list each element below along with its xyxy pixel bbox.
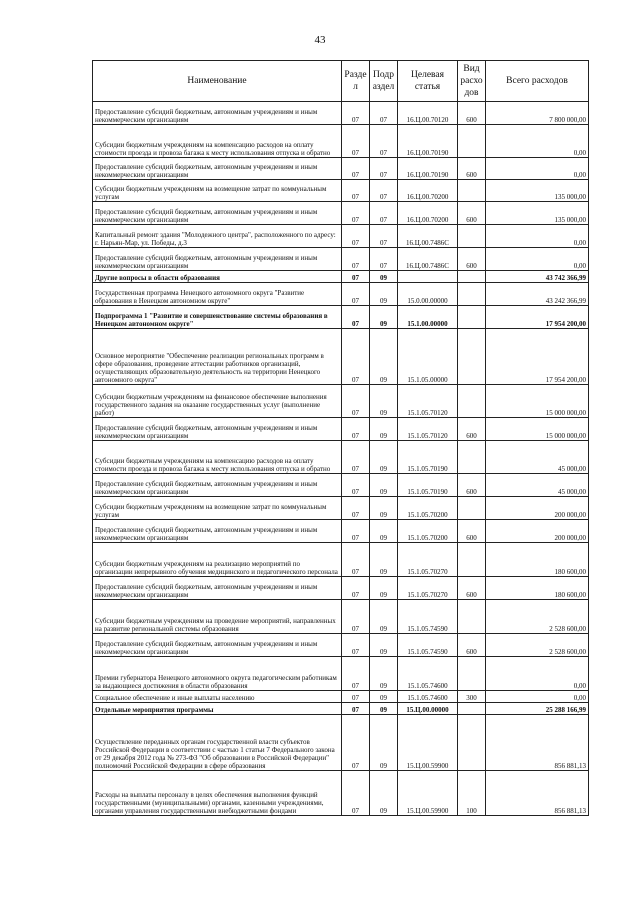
cell-target: 16.Ц.00.70120 — [398, 102, 458, 125]
cell-name: Субсидии бюджетным учреждениям на возмещение затрат по коммунальным услугам — [93, 497, 342, 520]
cell-subsection: 07 — [370, 225, 398, 248]
cell-target: 16.Ц.00.70190 — [398, 158, 458, 180]
cell-target: 15.1.05.74600 — [398, 691, 458, 703]
cell-total: 17 954 200,00 — [486, 306, 589, 329]
table-row — [93, 715, 589, 771]
cell-subsection: 07 — [370, 202, 398, 225]
cell-subsection: 07 — [370, 180, 398, 202]
cell-kind — [458, 125, 486, 158]
cell-name: Предоставление субсидий бюджетным, автономным учреждениям и иным некоммерческим организациям — [93, 520, 342, 543]
cell-kind — [458, 225, 486, 248]
cell-section: 07 — [342, 271, 370, 283]
cell-subsection: 09 — [370, 577, 398, 600]
cell-subsection: 09 — [370, 418, 398, 441]
cell-section: 07 — [342, 474, 370, 497]
cell-subsection: 09 — [370, 634, 398, 657]
cell-target: 15.Ц.00.00000 — [398, 703, 458, 715]
cell-target: 15.1.05.70270 — [398, 543, 458, 577]
cell-subsection: 09 — [370, 543, 398, 577]
table-header-row — [93, 61, 589, 102]
table-row — [93, 271, 589, 283]
cell-target: 15.1.05.70190 — [398, 441, 458, 474]
header-section: Разде л — [342, 61, 370, 102]
cell-total: 135 000,00 — [486, 180, 589, 202]
cell-name: Отдельные мероприятия программы — [93, 703, 342, 715]
cell-total: 856 881,13 — [486, 715, 589, 771]
cell-kind: 600 — [458, 202, 486, 225]
cell-kind: 600 — [458, 474, 486, 497]
cell-subsection: 09 — [370, 329, 398, 385]
budget-table — [92, 60, 589, 816]
table-row — [93, 771, 589, 816]
table-row — [93, 543, 589, 577]
cell-kind — [458, 600, 486, 634]
cell-name: Предоставление субсидий бюджетным, автономным учреждениям и иным некоммерческим организациям — [93, 418, 342, 441]
cell-section: 07 — [342, 102, 370, 125]
cell-subsection: 09 — [370, 283, 398, 306]
cell-subsection: 09 — [370, 385, 398, 418]
cell-total: 180 600,00 — [486, 577, 589, 600]
cell-name: Социальное обеспечение и иные выплаты населению — [93, 691, 342, 703]
cell-name: Субсидии бюджетным учреждениям на компенсацию расходов на оплату стоимости проезда и провоза багажа к месту использования отпуска и обратно — [93, 125, 342, 158]
table-row — [93, 418, 589, 441]
cell-name: Предоставление субсидий бюджетным, автономным учреждениям и иным некоммерческим организациям — [93, 474, 342, 497]
cell-subsection: 09 — [370, 715, 398, 771]
cell-total: 2 528 600,00 — [486, 600, 589, 634]
cell-name: Субсидии бюджетным учреждениям на проведение мероприятий, направленных на развитие региональной системы образования — [93, 600, 342, 634]
cell-subsection: 07 — [370, 248, 398, 271]
cell-name: Премии губернатора Ненецкого автономного округа педагогическим работникам за выдающиеся достижения в области образования — [93, 657, 342, 691]
cell-kind — [458, 283, 486, 306]
header-name: Наименование — [93, 61, 342, 102]
cell-total: 200 000,00 — [486, 497, 589, 520]
table-row — [93, 125, 589, 158]
cell-total: 135 000,00 — [486, 202, 589, 225]
cell-section: 07 — [342, 771, 370, 816]
cell-target: 15.1.00.00000 — [398, 306, 458, 329]
cell-subsection: 07 — [370, 102, 398, 125]
cell-kind: 600 — [458, 158, 486, 180]
table-row — [93, 158, 589, 180]
cell-target: 15.1.05.70120 — [398, 418, 458, 441]
cell-target: 16.Ц.00.7486С — [398, 248, 458, 271]
table-row — [93, 385, 589, 418]
table-row — [93, 577, 589, 600]
cell-subsection: 07 — [370, 125, 398, 158]
table-row — [93, 180, 589, 202]
cell-name: Предоставление субсидий бюджетным, автономным учреждениям и иным некоммерческим организациям — [93, 202, 342, 225]
cell-section: 07 — [342, 715, 370, 771]
cell-subsection: 09 — [370, 703, 398, 715]
cell-kind: 600 — [458, 577, 486, 600]
cell-section: 07 — [342, 385, 370, 418]
cell-target: 15.1.05.74600 — [398, 657, 458, 691]
cell-total: 43 242 366,99 — [486, 283, 589, 306]
cell-section: 07 — [342, 657, 370, 691]
cell-subsection: 09 — [370, 497, 398, 520]
table-row — [93, 657, 589, 691]
cell-total: 0,00 — [486, 225, 589, 248]
cell-section: 07 — [342, 248, 370, 271]
header-subsection: Подр аздел — [370, 61, 398, 102]
cell-total: 0,00 — [486, 158, 589, 180]
cell-subsection: 09 — [370, 657, 398, 691]
table-row — [93, 329, 589, 385]
cell-target: 15.0.00.00000 — [398, 283, 458, 306]
cell-total: 43 742 366,99 — [486, 271, 589, 283]
cell-kind — [458, 543, 486, 577]
cell-total: 0,00 — [486, 657, 589, 691]
cell-name: Государственная программа Ненецкого автономного округа "Развитие образования в Ненецком автономном округе" — [93, 283, 342, 306]
table-row — [93, 703, 589, 715]
cell-kind — [458, 180, 486, 202]
cell-name: Предоставление субсидий бюджетным, автономным учреждениям и иным некоммерческим организациям — [93, 577, 342, 600]
header-total: Всего расходов — [486, 61, 589, 102]
cell-section: 07 — [342, 543, 370, 577]
cell-name: Субсидии бюджетным учреждениям на реализацию мероприятий по организации непрерывного обучения медицинского и педагогического персонала — [93, 543, 342, 577]
cell-section: 07 — [342, 418, 370, 441]
table-row — [93, 441, 589, 474]
cell-target: 16.Ц.00.70200 — [398, 202, 458, 225]
cell-section: 07 — [342, 283, 370, 306]
cell-target: 16.Ц.00.70190 — [398, 125, 458, 158]
cell-subsection: 09 — [370, 441, 398, 474]
cell-section: 07 — [342, 703, 370, 715]
cell-section: 07 — [342, 691, 370, 703]
cell-target: 16.Ц.00.7486С — [398, 225, 458, 248]
cell-section: 07 — [342, 497, 370, 520]
cell-name: Предоставление субсидий бюджетным, автономным учреждениям и иным некоммерческим организациям — [93, 158, 342, 180]
cell-name: Другие вопросы в области образования — [93, 271, 342, 283]
cell-target: 15.1.05.00000 — [398, 329, 458, 385]
cell-name: Субсидии бюджетным учреждениям на возмещение затрат по коммунальным услугам — [93, 180, 342, 202]
header-kind: Вид расхо дов — [458, 61, 486, 102]
cell-total: 200 000,00 — [486, 520, 589, 543]
cell-kind — [458, 306, 486, 329]
cell-section: 07 — [342, 306, 370, 329]
cell-total: 0,00 — [486, 248, 589, 271]
cell-total: 15 000 000,00 — [486, 418, 589, 441]
cell-kind — [458, 385, 486, 418]
cell-name: Субсидии бюджетным учреждениям на компенсацию расходов на оплату стоимости проезда и провоза багажа к месту использования отпуска и обратно — [93, 441, 342, 474]
cell-kind — [458, 329, 486, 385]
cell-total: 7 800 000,00 — [486, 102, 589, 125]
table-row — [93, 202, 589, 225]
cell-section: 07 — [342, 225, 370, 248]
cell-section: 07 — [342, 180, 370, 202]
table-row — [93, 474, 589, 497]
cell-total: 15 000 000,00 — [486, 385, 589, 418]
cell-subsection: 09 — [370, 520, 398, 543]
header-target: Целевая статья — [398, 61, 458, 102]
cell-kind — [458, 441, 486, 474]
cell-subsection: 09 — [370, 306, 398, 329]
table-row — [93, 497, 589, 520]
cell-subsection: 09 — [370, 691, 398, 703]
table-body — [93, 102, 589, 816]
cell-section: 07 — [342, 202, 370, 225]
cell-total: 45 000,00 — [486, 441, 589, 474]
cell-kind: 600 — [458, 248, 486, 271]
cell-subsection: 09 — [370, 271, 398, 283]
table-row — [93, 248, 589, 271]
cell-target: 15.1.05.70120 — [398, 385, 458, 418]
cell-total: 0,00 — [486, 125, 589, 158]
cell-target: 15.1.05.70190 — [398, 474, 458, 497]
cell-name: Предоставление субсидий бюджетным, автономным учреждениям и иным некоммерческим организациям — [93, 634, 342, 657]
cell-target — [398, 271, 458, 283]
cell-name: Капитальный ремонт здания "Молодежного центра", расположенного по адресу: г. Нарьян-Мар, ул. Победы, д.3 — [93, 225, 342, 248]
cell-name: Подпрограмма 1 "Развитие и совершенствование системы образования в Ненецком автономном округе" — [93, 306, 342, 329]
cell-total: 180 600,00 — [486, 543, 589, 577]
cell-kind: 600 — [458, 102, 486, 125]
cell-section: 07 — [342, 125, 370, 158]
table-row — [93, 225, 589, 248]
cell-name: Осуществление переданных органам государственной власти субъектов Российской Федерации в соответствии с частью 1 статьи 7 Федерального закона от 29 декабря 2012 года № 273-ФЗ "Об образовании в Российской Федерации" полномочий Российской Федерации в сфере образования — [93, 715, 342, 771]
cell-name: Субсидии бюджетным учреждениям на финансовое обеспечение выполнения государственного задания на оказание государственных услуг (выполнение работ) — [93, 385, 342, 418]
table-row — [93, 283, 589, 306]
cell-kind — [458, 497, 486, 520]
cell-target: 16.Ц.00.70200 — [398, 180, 458, 202]
cell-section: 07 — [342, 520, 370, 543]
cell-section: 07 — [342, 577, 370, 600]
cell-name: Предоставление субсидий бюджетным, автономным учреждениям и иным некоммерческим организациям — [93, 102, 342, 125]
table-row — [93, 691, 589, 703]
cell-kind — [458, 657, 486, 691]
cell-name: Расходы на выплаты персоналу в целях обеспечения выполнения функций государственными (муниципальными) органами, казенными учреждениями, органами управления государственными внебюджетными фондами — [93, 771, 342, 816]
cell-target: 15.1.05.74590 — [398, 634, 458, 657]
cell-total: 856 881,13 — [486, 771, 589, 816]
cell-total: 17 954 200,00 — [486, 329, 589, 385]
cell-kind — [458, 703, 486, 715]
cell-total: 0,00 — [486, 691, 589, 703]
cell-kind: 300 — [458, 691, 486, 703]
cell-section: 07 — [342, 158, 370, 180]
cell-section: 07 — [342, 329, 370, 385]
cell-target: 15.1.05.70200 — [398, 497, 458, 520]
cell-kind — [458, 715, 486, 771]
cell-total: 2 528 600,00 — [486, 634, 589, 657]
cell-kind — [458, 271, 486, 283]
cell-subsection: 09 — [370, 771, 398, 816]
cell-kind: 600 — [458, 418, 486, 441]
cell-kind: 600 — [458, 634, 486, 657]
cell-name: Предоставление субсидий бюджетным, автономным учреждениям и иным некоммерческим организациям — [93, 248, 342, 271]
cell-subsection: 07 — [370, 158, 398, 180]
cell-subsection: 09 — [370, 600, 398, 634]
cell-target: 15.1.05.70270 — [398, 577, 458, 600]
cell-subsection: 09 — [370, 474, 398, 497]
table-row — [93, 634, 589, 657]
cell-target: 15.1.05.74590 — [398, 600, 458, 634]
cell-total: 25 288 166,99 — [486, 703, 589, 715]
table-row — [93, 600, 589, 634]
cell-section: 07 — [342, 441, 370, 474]
cell-name: Основное мероприятие "Обеспечение реализации региональных программ в сфере образования, проведение аттестации работников организаций, осуществляющих образовательную деятельность на территории Ненецкого автономного округа" — [93, 329, 342, 385]
cell-total: 45 000,00 — [486, 474, 589, 497]
page-number: 43 — [314, 34, 326, 46]
cell-section: 07 — [342, 634, 370, 657]
cell-target: 15.Ц.00.59900 — [398, 771, 458, 816]
cell-target: 15.Ц.00.59900 — [398, 715, 458, 771]
table-row — [93, 306, 589, 329]
cell-target: 15.1.05.70200 — [398, 520, 458, 543]
cell-kind: 100 — [458, 771, 486, 816]
cell-section: 07 — [342, 600, 370, 634]
table-row — [93, 520, 589, 543]
cell-kind: 600 — [458, 520, 486, 543]
table-row — [93, 102, 589, 125]
